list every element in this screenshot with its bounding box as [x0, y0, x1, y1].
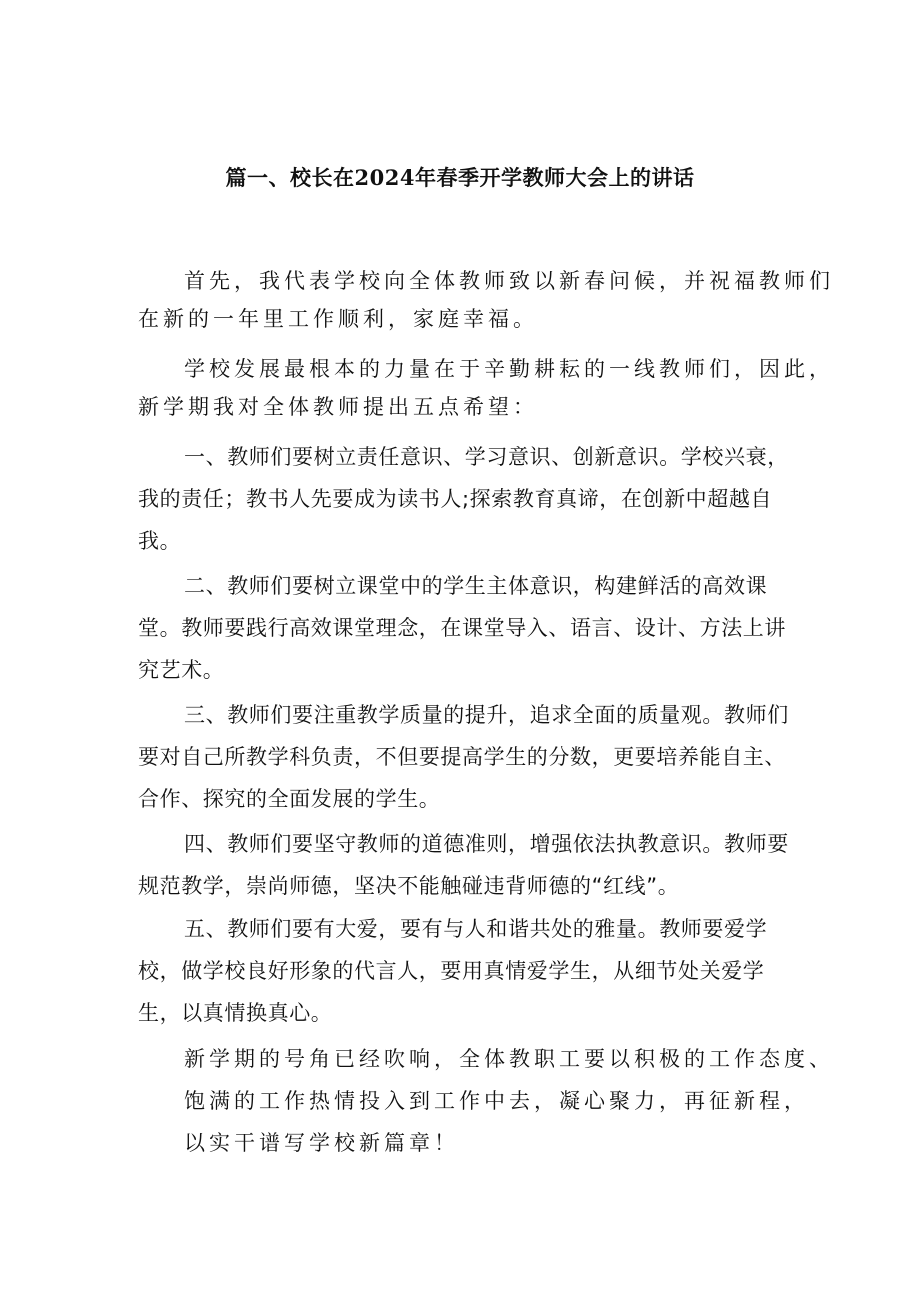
- hope-paragraph-4: 四、教师们要坚守教师的道德准则，增强依法执教意识。教师要规范教学，崇尚师德，坚决不能触碰违背师德的“红线”。: [138, 832, 789, 898]
- closing-paragraph: [138, 1038, 838, 1164]
- closing-line-3: 以实干谱写学校新篇章！: [184, 1131, 459, 1155]
- foundation-paragraph: [138, 350, 834, 426]
- intro-line-2: 在新的一年里工作顺利，家庭幸福。: [138, 307, 538, 331]
- hope-paragraph-2: 二、教师们要树立课堂中的学生主体意识，构建鲜活的高效课堂。教师要践行高效课堂理念，在课堂导入、语言、设计、方法上讲究艺术。: [138, 574, 786, 682]
- document-title: 篇一、校长在2024年春季开学教师大会上的讲话: [225, 165, 695, 190]
- intro-paragraph: [138, 262, 834, 338]
- hope-paragraph-5: 五、教师们要有大爱，要有与人和谐共处的雅量。教师要爱学校，做学校良好形象的代言人，要用真情爱学生，从细节处关爱学生，以真情换真心。: [138, 917, 768, 1025]
- closing-line-1: 新学期的号角已经吹响，全体教职工要以积极的工作态度、: [184, 1047, 834, 1071]
- hope-paragraph-3: 三、教师们要注重教学质量的提升，追求全面的质量观。教师们要对自己所教学科负责，不但要提高学生的分数，更要培养能自主、合作、探究的全面发展的学生。: [138, 703, 789, 811]
- foundation-line-2: 新学期我对全体教师提出五点希望：: [138, 395, 538, 419]
- hope-paragraph-1: 一、教师们要树立责任意识、学习意识、创新意识。学校兴衰，我的责任；教书人先要成为读书人;探索教育真谛，在创新中超越自我。: [138, 445, 789, 553]
- closing-line-2: 饱满的工作热情投入到工作中去，凝心聚力，再征新程，: [184, 1089, 809, 1113]
- intro-line-1: 首先，我代表学校向全体教师致以新春问候，并祝福教师们: [184, 269, 834, 293]
- foundation-line-1: 学校发展最根本的力量在于辛勤耕耘的一线教师们，因此，: [184, 357, 834, 381]
